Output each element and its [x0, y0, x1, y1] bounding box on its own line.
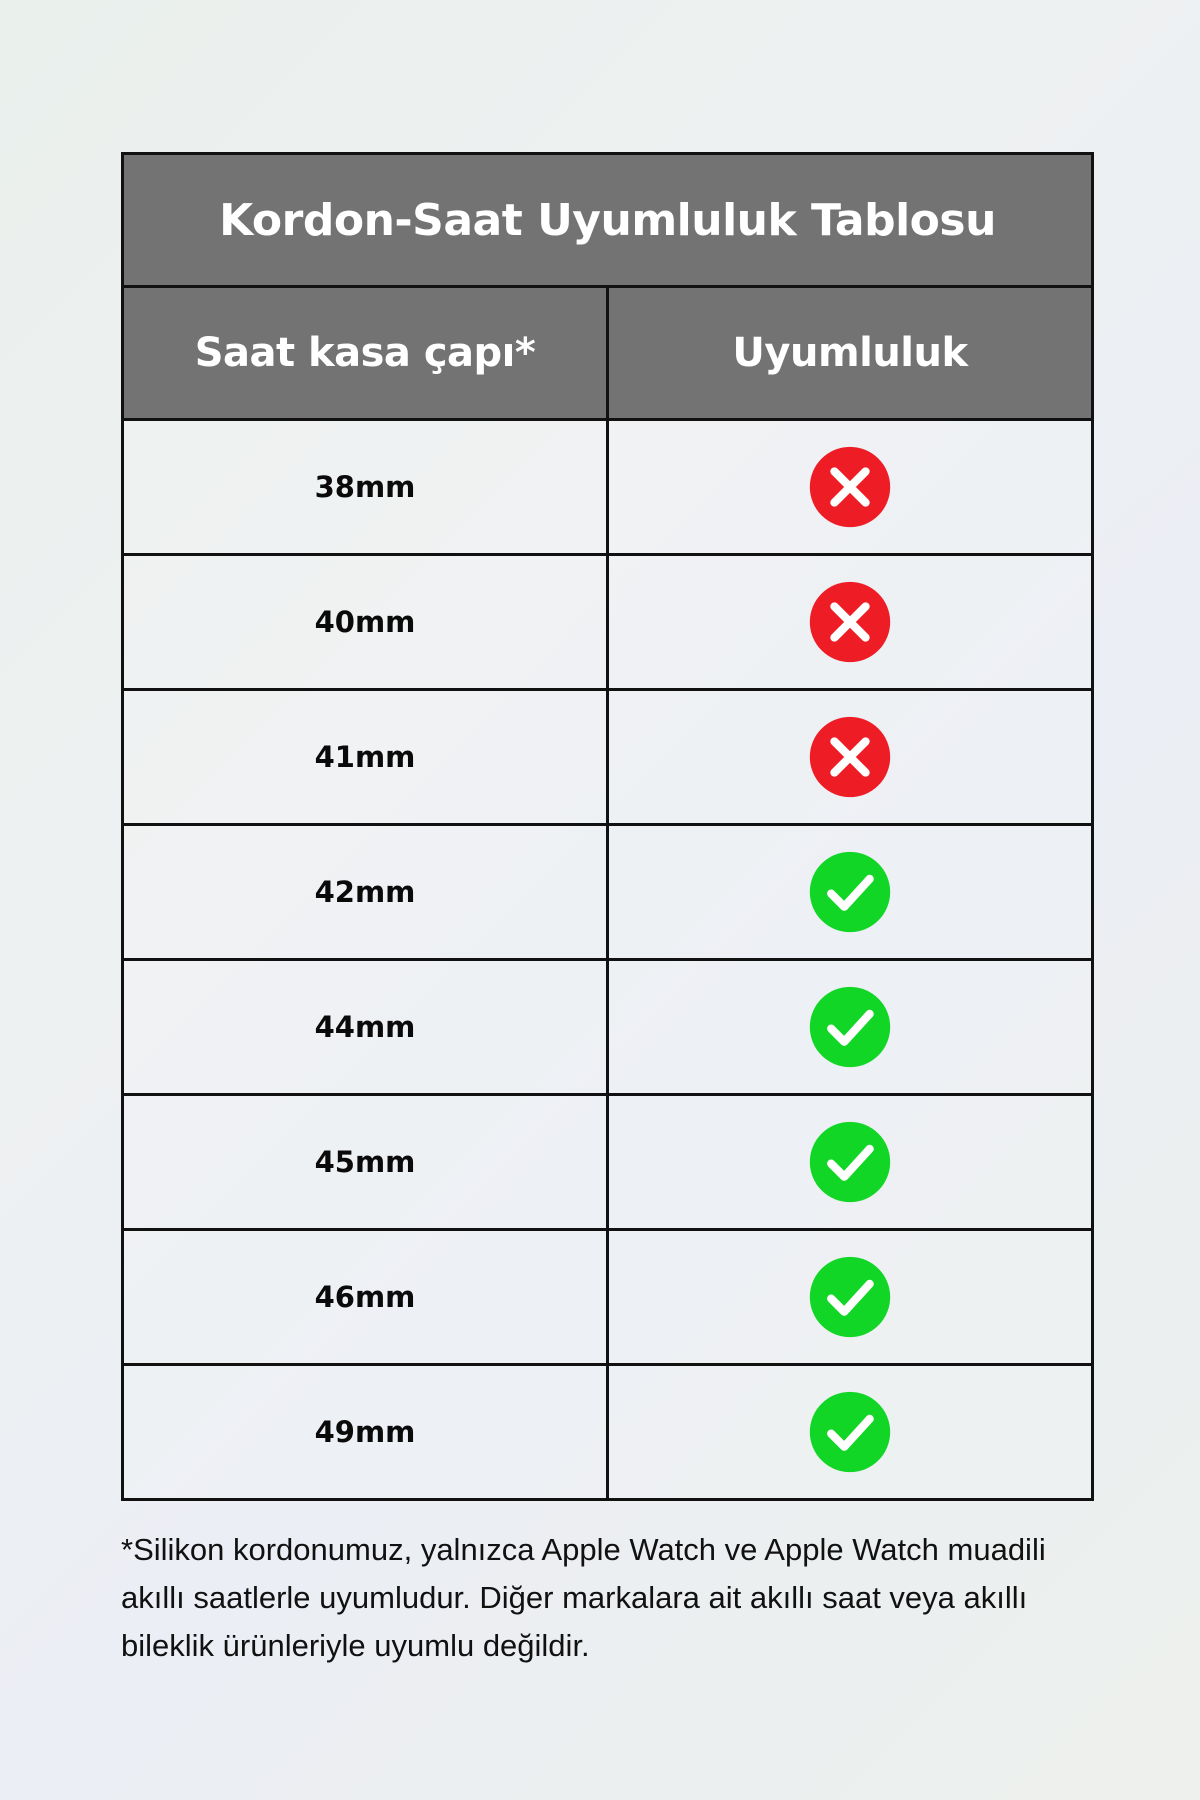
footnote: *Silikon kordonumuz, yalnızca Apple Watch ve Apple Watch muadili akıllı saatlerle uyumludur. Diğer markalara ait akıllı saat veya akıllı bileklik ürünleriyle uyumlu değildir. — [121, 1532, 1046, 1663]
table-row — [123, 555, 1093, 690]
case-size-cell: 42mm — [123, 825, 608, 960]
compatibility-cell — [608, 1365, 1093, 1500]
table-title: Kordon-Saat Uyumluluk Tablosu — [123, 154, 1093, 287]
table-row — [123, 1095, 1093, 1230]
title-row — [123, 154, 1093, 287]
cross-circle-icon — [809, 581, 891, 663]
table-row — [123, 420, 1093, 555]
table-row — [123, 1230, 1093, 1365]
table-row — [123, 690, 1093, 825]
check-circle-icon — [809, 851, 891, 933]
compatibility-cell — [608, 555, 1093, 690]
check-circle-icon — [809, 1391, 891, 1473]
table-row — [123, 1365, 1093, 1500]
column-header-case-size: Saat kasa çapı* — [123, 287, 608, 420]
case-size-cell: 44mm — [123, 960, 608, 1095]
compatibility-cell — [608, 690, 1093, 825]
compatibility-cell — [608, 960, 1093, 1095]
case-size-cell: 41mm — [123, 690, 608, 825]
table-row — [123, 825, 1093, 960]
case-size-cell: 40mm — [123, 555, 608, 690]
case-size-cell: 38mm — [123, 420, 608, 555]
case-size-cell: 49mm — [123, 1365, 608, 1500]
case-size-cell: 46mm — [123, 1230, 608, 1365]
compatibility-cell — [608, 825, 1093, 960]
case-size-cell: 45mm — [123, 1095, 608, 1230]
check-circle-icon — [809, 986, 891, 1068]
check-circle-icon — [809, 1256, 891, 1338]
compatibility-cell — [608, 1095, 1093, 1230]
column-header-compatibility: Uyumluluk — [608, 287, 1093, 420]
compatibility-cell — [608, 1230, 1093, 1365]
table-row — [123, 960, 1093, 1095]
cross-circle-icon — [809, 446, 891, 528]
cross-circle-icon — [809, 716, 891, 798]
header-row — [123, 287, 1093, 420]
check-circle-icon — [809, 1121, 891, 1203]
table-body — [123, 420, 1093, 1500]
compatibility-cell — [608, 420, 1093, 555]
compatibility-table-wrapper — [121, 152, 1091, 1501]
compatibility-table — [121, 152, 1094, 1501]
